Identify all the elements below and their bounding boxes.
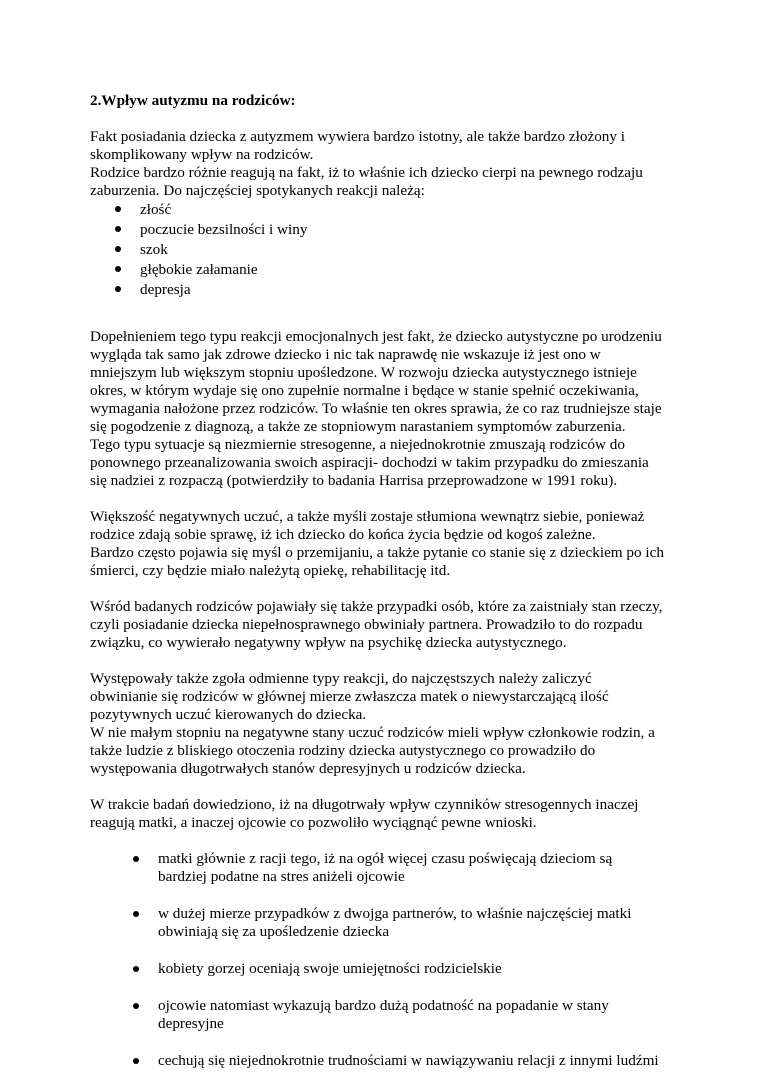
bullet-icon (133, 856, 139, 862)
paragraph-blaming-partner: Wśród badanych rodziców pojawiały się także przypadki osób, które za zaistniały stan rzeczy, czyli posiadanie dziecka niepełnosprawnego obwiniały partnera. Prowadziło to do rozpadu związku, co wywierało negatywny wpływ na psychikę dziecka autystycznego. (90, 598, 663, 651)
list-item: cechują się niejednokrotnie trudnościami w nawiązywaniu relacji z innymi ludźmi (133, 1052, 680, 1070)
bullet-icon (115, 206, 121, 212)
bullet-icon (133, 1003, 139, 1009)
list-item: depresja (115, 280, 680, 300)
paragraph-self-blame: Występowały także zgoła odmienne typy reakcji, do najczęstszych należy zaliczyć obwinianie się rodziców w głównej mierze zwłaszcza matek o niewystarczającą ilość pozytywnych uczuć kierowanych do dziecka. W nie małym stopniu na negatywne stany uczuć rodziców mieli wpływ członkowie rodzin, a także ludzie z bliskiego otoczenia rodziny dziecka autystycznego co prowadziło do występowania długotrwałych stanów depresyjnych u rodziców dziecka. (90, 670, 655, 777)
paragraph-research: W trakcie badań dowiedziono, iż na długotrwały wpływ czynników stresogennych inaczej reagują matki, a inaczej ojcowie co pozwoliło wyciągnąć pewne wnioski. (90, 796, 639, 831)
bullet-icon (133, 1058, 139, 1064)
section-heading: 2.Wpływ autyzmu na rodziców: (90, 92, 296, 109)
intro-paragraph: Fakt posiadania dziecka z autyzmem wywiera bardzo istotny, ale także bardzo złożony i skomplikowany wpływ na rodziców. Rodzice bardzo różnie reagują na fakt, iż to właśnie ich dziecko cierpi na pewnego rodzaju zaburzenia. Do najczęściej spotykanych reakcji należą: (90, 128, 643, 199)
bullet-icon (115, 266, 121, 272)
list-item: kobiety gorzej oceniają swoje umiejętności rodzicielskie (133, 960, 680, 978)
bullet-icon (115, 246, 121, 252)
paragraph-early-development: Dopełnieniem tego typu reakcji emocjonalnych jest fakt, że dziecko autystyczne po urodzeniu wygląda tak samo jak zdrowe dziecko i nic tak naprawdę nie wskazuje iż jest ono w mniejszym lub większym stopniu upośledzone. W rozwoju dziecka autystycznego istnieje okres, w którym wydaje się ono zupełnie normalne i będące w stanie spełnić oczekiwania, wymagania nałożone przez rodziców. To właśnie ten okres sprawia, że co raz trudniejsze staje się pogodzenie z diagnozą, a także ze stopniowym narastaniem symptomów zaburzenia. Tego typu sytuacje są niezmiernie stresogenne, a niejednokrotnie zmuszają rodziców do ponownego przeanalizowania swoich aspiracji- dochodzi w takim przypadku do zmieszania się nadziei z rozpaczą (potwierdziły to badania Harrisa przeprowadzone w 1991 roku). (90, 328, 662, 489)
bullet-icon (115, 226, 121, 232)
list-item: złość (115, 200, 680, 220)
list-item: poczucie bezsilności i winy (115, 220, 680, 240)
list-item: szok (115, 240, 680, 260)
reactions-list (90, 200, 680, 300)
list-item: w dużej mierze przypadków z dwojga partnerów, to właśnie najczęściej matki obwiniają się za upośledzenie dziecka (133, 905, 680, 941)
conclusions-list (90, 832, 680, 1089)
paragraph-negative-feelings: Większość negatywnych uczuć, a także myśli zostaje stłumiona wewnątrz siebie, ponieważ rodzice zdają sobie sprawę, iż ich dziecko do końca życia będzie od kogoś zależne. Bardzo często pojawia się myśl o przemijaniu, a także pytanie co stanie się z dzieckiem po ich śmierci, czy będzie miało należytą opiekę, rehabilitację itd. (90, 508, 664, 579)
bullet-icon (133, 911, 139, 917)
list-item: matki głównie z racji tego, iż na ogół więcej czasu poświęcają dzieciom są bardziej podatne na stres aniżeli ojcowie (133, 850, 680, 886)
list-item: ojcowie natomiast wykazują bardzo dużą podatność na popadanie w stany depresyjne (133, 997, 680, 1033)
bullet-icon (115, 286, 121, 292)
bullet-icon (133, 966, 139, 972)
list-item: głębokie załamanie (115, 260, 680, 280)
document-content (90, 92, 680, 1089)
